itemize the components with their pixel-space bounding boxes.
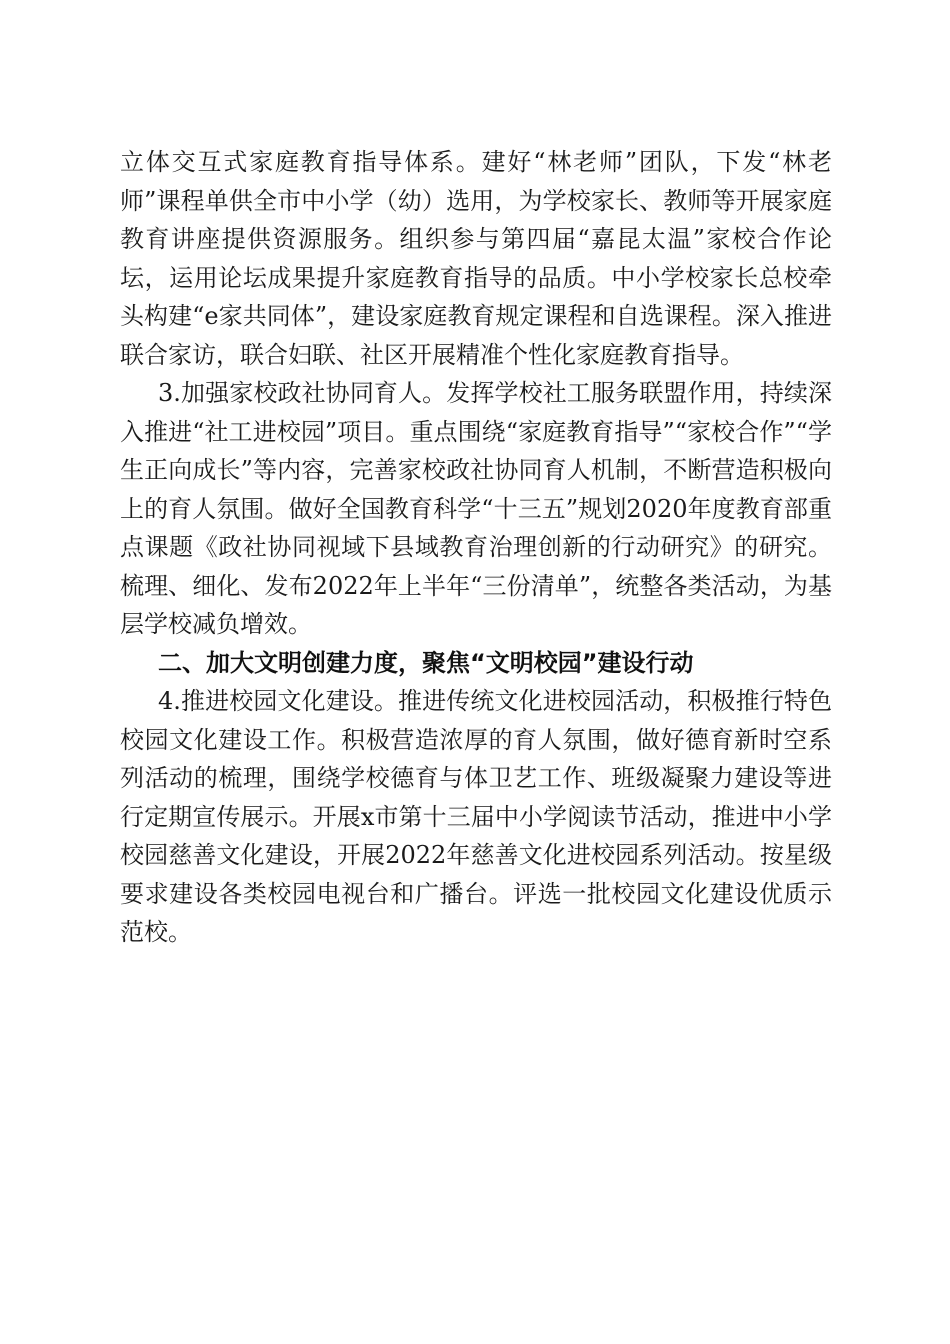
document-body (120, 143, 832, 952)
section-heading-civilized-campus: 二、加大文明创建力度，聚焦“文明校园”建设行动 (158, 648, 694, 677)
paragraph-campus-culture: 4.推进校园文化建设。推进传统文化进校园活动，积极推行特色校园文化建设工作。积极营造浓厚的育人氛围，做好德育新时空系列活动的梳理，围绕学校德育与体卫艺工作、班级凝聚力建设等进行定期宣传展示。开展x市第十三届中小学阅读节活动，推进中小学校园慈善文化建设，开展2022年慈善文化进校园系列活动。按星级要求建设各类校园电视台和广播台。评选一批校园文化建设优质示范校。 (120, 687, 832, 946)
paragraph-family-education-guidance: 立体交互式家庭教育指导体系。建好“林老师”团队，下发“林老师”课程单供全市中小学（幼）选用，为学校家长、教师等开展家庭教育讲座提供资源服务。组织参与第四届“嘉昆太温”家校合作论坛，运用论坛成果提升家庭教育指导的品质。中小学校家长总校牵头构建“e家共同体”，建设家庭教育规定课程和自选课程。深入推进联合家访，联合妇联、社区开展精准个性化家庭教育指导。 (120, 148, 832, 369)
paragraph-home-school-collaboration: 3.加强家校政社协同育人。发挥学校社工服务联盟作用，持续深入推进“社工进校园”项目。重点围绕“家庭教育指导”“家校合作”“学生正向成长”等内容，完善家校政社协同育人机制，不断营造积极向上的育人氛围。做好全国教育科学“十三五”规划2020年度教育部重点课题《政社协同视域下县域教育治理创新的行动研究》的研究。梳理、细化、发布2022年上半年“三份清单”，统整各类活动，为基层学校减负增效。 (120, 379, 832, 638)
